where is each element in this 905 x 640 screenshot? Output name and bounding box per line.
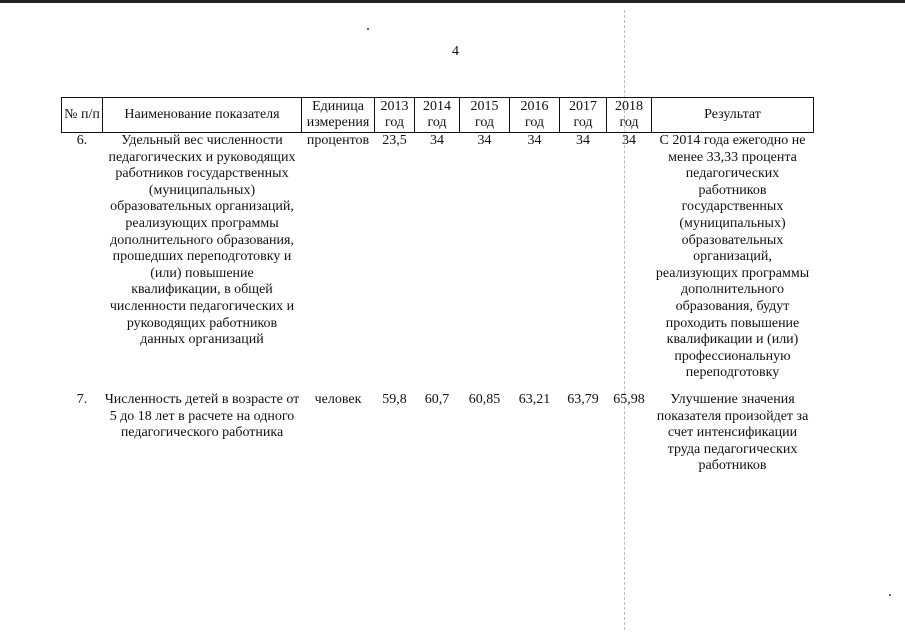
value-2013: 23,5 [382,133,407,148]
header-result: Результат [652,98,814,133]
value-2016: 63,21 [518,391,551,407]
scan-speck [367,28,369,30]
header-year-2017: 2017 год [560,98,607,133]
value-2014: 60,7 [424,391,450,407]
header-year-2015: 2015 год [460,98,510,133]
page-top-border [0,0,905,3]
result-cell: С 2014 года ежегодно не менее 33,33 процента педагогических работников государственных (муниципальных) образовательных организаций, реализующих программы дополнительного образования, будут проходить повышение квалификации и (или) профессиональную переподготовку [655,133,810,381]
table-header-row [62,98,814,133]
value-2016: 34 [527,133,542,148]
header-year-2013: 2013 год [375,98,415,133]
value-2014: 34 [430,133,444,148]
unit-cell: человек [314,391,362,407]
row-number: 7. [76,391,88,407]
value-2017: 34 [576,133,590,148]
indicator-name: Удельный вес численности педагогических и руководящих работников государственных (муниципальных) образовательных организаций, реализующих программы дополнительного образования, прошедших переподготовку и (или) повышение квалификации, в общей численности педагогических и руководящих работников данных организаций [108,133,296,348]
indicators-table [61,97,814,475]
header-name: Наименование показателя [103,98,302,133]
value-2018: 65,98 [613,391,645,407]
header-num: № п/п [62,98,103,133]
value-2018: 34 [622,133,636,148]
result-cell: Улучшение значения показателя произойдет за счет интенсификации труда педагогических работников [656,391,809,474]
table-row [62,133,814,388]
row-number: 6. [76,133,88,148]
page-number: 4 [452,44,459,59]
indicator-name: Численность детей в возрасте от 5 до 18 лет в расчете на одного педагогического работника [104,391,300,441]
value-2015: 60,85 [468,391,501,407]
value-2013: 59,8 [382,391,407,407]
value-2017: 63,79 [567,391,599,407]
scan-speck [889,594,891,596]
value-2015: 34 [477,133,492,148]
header-year-2014: 2014 год [415,98,460,133]
header-year-2016: 2016 год [510,98,560,133]
table-row [62,388,814,475]
unit-cell: процентов [306,133,370,148]
header-year-2018: 2018 год [607,98,652,133]
header-unit: Единица измерения [302,98,375,133]
